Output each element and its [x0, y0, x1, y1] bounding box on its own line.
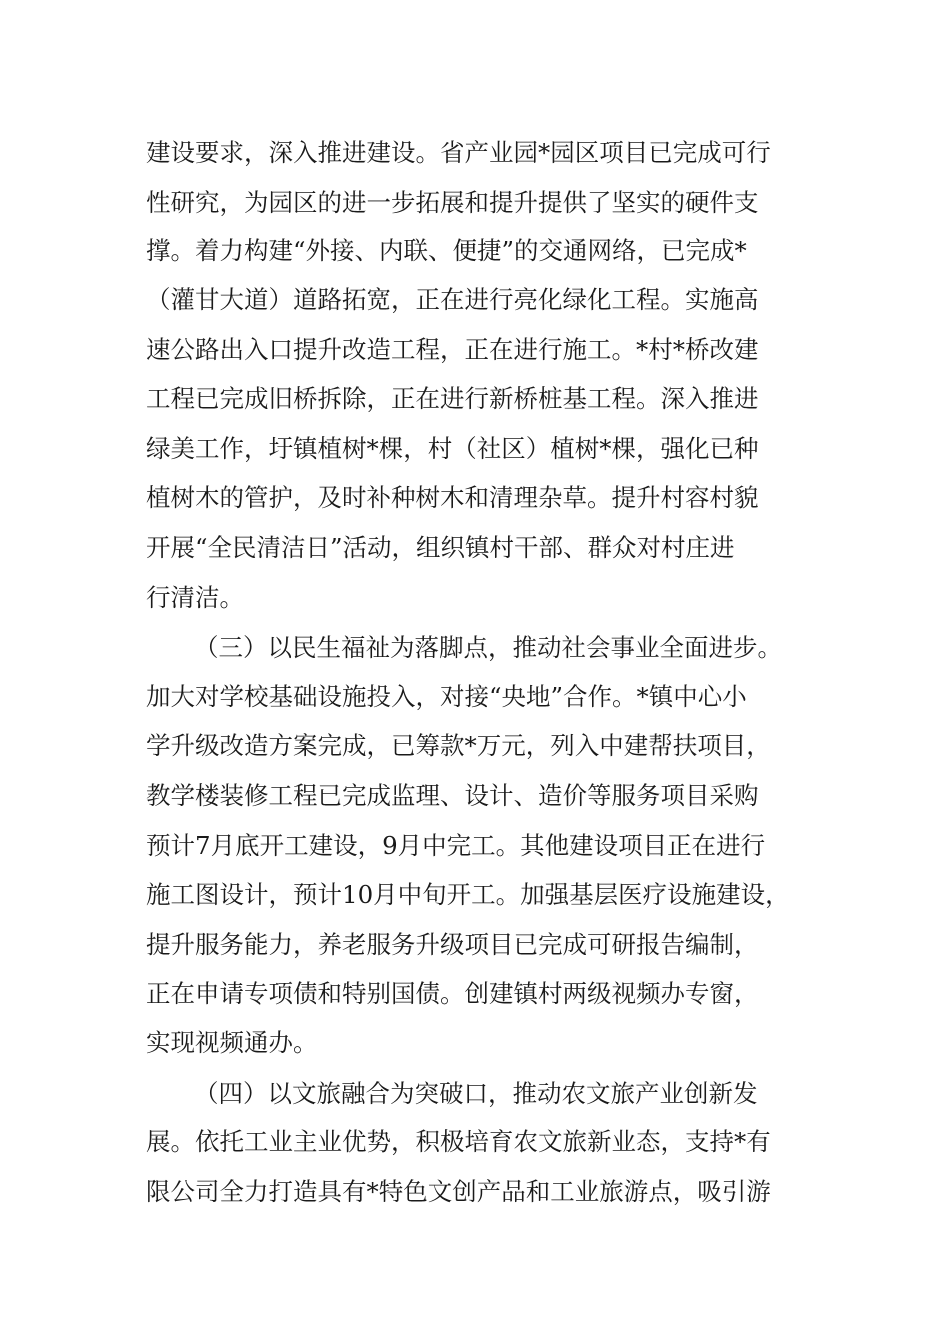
text-line: 施工图设计，预计10月中旬开工。加强基层医疗设施建设，	[146, 880, 790, 909]
section-heading-line: （四）以文旅融合为突破口，推动农文旅产业创新发	[194, 1079, 758, 1108]
text-line: 提升服务能力，养老服务升级项目已完成可研报告编制，	[146, 930, 759, 959]
text-line: 教学楼装修工程已完成监理、设计、造价等服务项目采购	[146, 781, 759, 810]
text-line: 建设要求，深入推进建设。省产业园*园区项目已完成可行	[146, 138, 771, 167]
text-line: （灌甘大道）道路拓宽，正在进行亮化绿化工程。实施高	[146, 285, 759, 314]
text-line: 限公司全力打造具有*特色文创产品和工业旅游点，吸引游	[146, 1177, 771, 1206]
text-line: 行清洁。	[146, 583, 244, 612]
text-line: 预计7月底开工建设，9月中完工。其他建设项目正在进行	[146, 831, 766, 860]
text-line: 展。依托工业主业优势，积极培育农文旅新业态，支持*有	[146, 1127, 771, 1156]
text-line: 撑。着力构建“外接、内联、便捷”的交通网络，已完成*	[146, 236, 747, 265]
text-line: 速公路出入口提升改造工程，正在进行施工。*村*桥改建	[146, 335, 759, 364]
text-line: 工程已完成旧桥拆除，正在进行新桥桩基工程。深入推进	[146, 384, 759, 413]
text-line: 正在申请专项债和特别国债。创建镇村两级视频办专窗，	[146, 979, 759, 1008]
text-line: 实现视频通办。	[146, 1028, 318, 1057]
text-line: 开展“全民清洁日”活动，组织镇村干部、群众对村庄进	[146, 533, 735, 562]
section-heading-line: （三）以民生福祉为落脚点，推动社会事业全面进步。	[194, 633, 782, 662]
text-line: 学升级改造方案完成，已筹款*万元，列入中建帮扶项目，	[146, 731, 771, 760]
text-line: 植树木的管护，及时补种树木和清理杂草。提升村容村貌	[146, 483, 759, 512]
text-line: 加大对学校基础设施投入，对接“央地”合作。*镇中心小	[146, 682, 747, 711]
text-line: 性研究，为园区的进一步拓展和提升提供了坚实的硬件支	[146, 188, 759, 217]
text-line: 绿美工作，圩镇植树*棵，村（社区）植树*棵，强化已种	[146, 434, 759, 463]
